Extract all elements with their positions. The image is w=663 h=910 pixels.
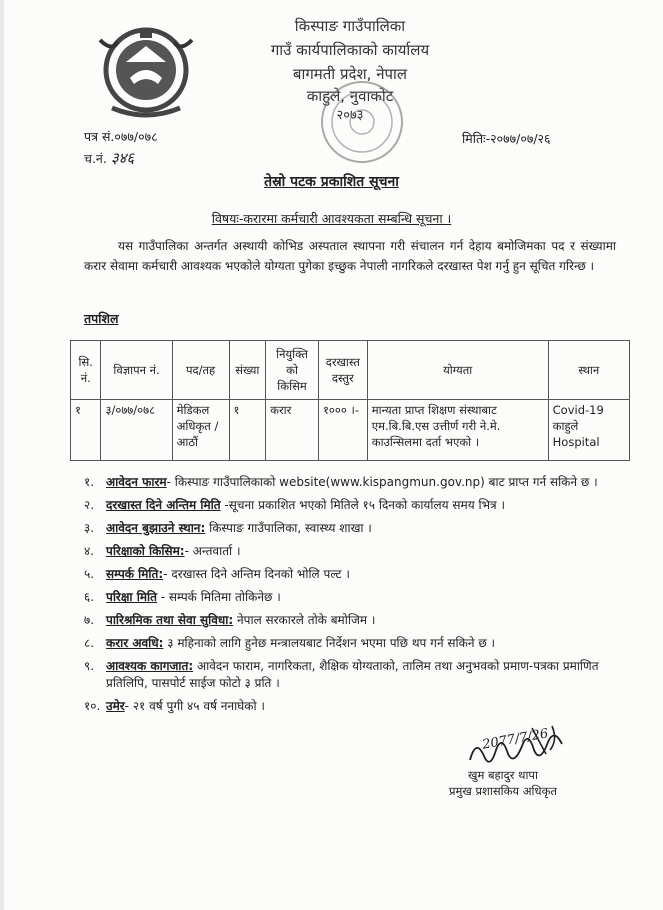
notice-title: तेस्रो पटक प्रकाशित सूचना: [264, 174, 399, 190]
list-item: ४. परिक्षाको किसिम:- अन्तवार्ता ।: [84, 544, 241, 558]
col-post: पद/तह: [172, 341, 229, 400]
list-item: ७. पारिश्रमिक तथा सेवा सुविधा: नेपाल सरकारले तोके बमोजिम ।: [84, 613, 376, 627]
dispatch-number-label: च.नं.: [84, 151, 107, 166]
cell-qualification: मान्यता प्राप्त शिक्षण संस्थाबाट एम.बि.बि.एस उत्तीर्ण गरी ने.मे. काउन्सिलमा दर्ता भएको ।: [367, 400, 548, 461]
notice-subject: विषयः-करारमा कर्मचारी आवश्यकता सम्बन्धि सूचना ।: [211, 211, 452, 226]
list-item: ५. सम्पर्क मिति:- दरखास्त दिने अन्तिम दिनको भोलि पल्ट ।: [84, 567, 350, 581]
table-row: [71, 400, 630, 461]
list-item: ३. आवेदन बुझाउने स्थान: किस्पाङ गाउँपालिका, स्वास्थ्य शाखा ।: [84, 521, 372, 535]
vacancy-table: [70, 340, 630, 461]
list-item: २. दरखास्त दिने अन्तिम मिति -सूचना प्रकाशित भएको मितिले १५ दिनको कार्यालय समय भित्र ।: [84, 498, 506, 512]
signatory-name: खुम बहादुर थापा: [468, 768, 538, 782]
cell-appointment-type: करार: [266, 400, 319, 461]
col-appointment-type: नियुक्ति को किसिम: [266, 341, 319, 400]
dispatch-number: [84, 148, 134, 168]
list-item: ९. आवश्यक कागजात: आवेदन फाराम, नागरिकता, शैक्षिक योग्यताको, तालिम तथा अनुभवको प्रमाण-पत्रका प्रमाणित प्रतिलिपि, पासपोर्ट साईज फोटो ३ प्रति ।: [84, 659, 599, 690]
table-label: तपशिल: [84, 311, 119, 326]
cell-post: मेडिकल अधिकृत /आठौं: [172, 400, 229, 461]
header-line-municipality: किस्पाङ गाउँपालिका: [294, 17, 406, 35]
header-line-province: बागमती प्रदेश, नेपाल: [292, 65, 408, 83]
cell-fee: १००० ।-: [318, 400, 367, 461]
header-line-year: २०७३: [336, 108, 364, 123]
cell-count: १: [229, 400, 266, 461]
list-item: ८. करार अवधि: ३ महिनाको लागि हुनेछ मन्त्रालयबाट निर्देशन भएमा पछि थप गर्न सकिने छ ।: [84, 636, 496, 650]
letter-number: पत्र सं.०७७/०७८: [84, 129, 158, 144]
scan-edge: [0, 0, 4, 910]
col-qualification: योग्यता: [367, 341, 548, 400]
col-serial: सि. नं.: [71, 341, 101, 400]
col-advert-no: विज्ञापन नं.: [101, 341, 172, 400]
cell-location: Covid-19 काहुले Hospital: [548, 400, 629, 461]
office-stamp-icon: [318, 78, 406, 166]
col-location: स्थान: [548, 341, 629, 400]
list-item: ६. परिक्षा मिति - सम्पर्क मितिमा तोकिनेछ ।: [84, 590, 281, 604]
nepal-emblem-icon: [92, 22, 200, 124]
col-count: संख्या: [229, 341, 266, 400]
dispatch-number-value: ३४६: [110, 149, 135, 167]
signatory-designation: प्रमुख प्रशासकिय अधिकृत: [449, 784, 557, 798]
intro-paragraph: यस गाउँपालिका अन्तर्गत अस्थायी कोभिड अस्पताल स्थापना गरी संचालन गर्न देहाय बमोजिमका पद र संख्यामा करार सेवामा कर्मचारी आवश्यक भएकोले योग्यता पुगेका इच्छुक नेपाली नागरिकले दरखास्त पेश गर्नु हुन सूचित गरिन्छ ।: [84, 239, 616, 273]
header-line-office: गाउँ कार्यपालिकाको कार्यालय: [270, 41, 430, 59]
header-line-address: काहुले, नुवाकोट: [306, 87, 394, 105]
cell-serial: १: [71, 400, 101, 461]
terms-list: [84, 474, 624, 721]
cell-advert-no: ३/०७७/०७८: [101, 400, 172, 461]
notice-date: मितिः-२०७७/०७/२६: [462, 131, 551, 146]
list-item: १०. उमेर- २१ वर्ष पुगी ४५ वर्ष ननाघेको ।: [84, 699, 265, 713]
table-header-row: [71, 341, 630, 400]
list-item: १. आवेदन फारम- किस्पाङ गाउँपालिकाको website(www.kispangmun.gov.np) बाट प्राप्त गर्न सकिने छ ।: [84, 475, 598, 489]
col-fee: दरखास्त दस्तुर: [318, 341, 367, 400]
signature-date: 2077/7/26: [481, 726, 550, 753]
